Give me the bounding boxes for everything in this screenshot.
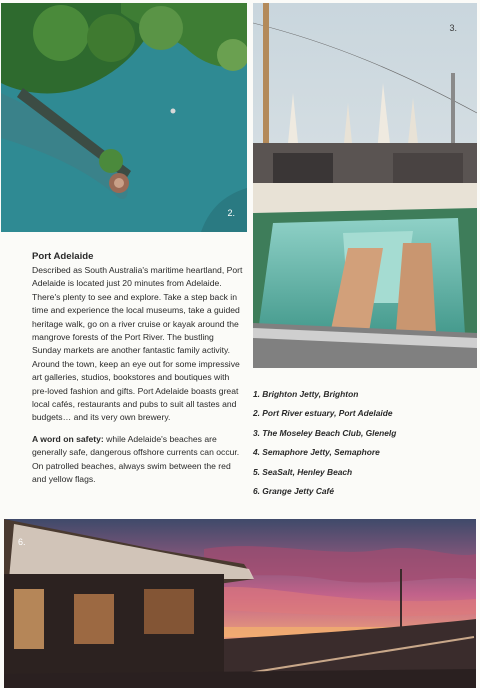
port-adelaide-article [32, 250, 244, 495]
photo-number-label: 6. [18, 537, 26, 547]
cafe-sunset-photo [4, 519, 476, 688]
estuary-photo [1, 3, 247, 232]
article-heading: Port Adelaide [32, 251, 94, 262]
photo-number-label: 2. [227, 208, 235, 218]
caption-item: 5. SeaSalt, Henley Beach [253, 466, 353, 477]
safety-note [32, 433, 244, 487]
caption-item: 4. Semaphore Jetty, Semaphore [253, 447, 380, 458]
caption-item: 6. Grange Jetty Café [253, 485, 334, 496]
safety-label: A word on safety: [32, 433, 104, 444]
cafe-sunset-photo-image [4, 519, 476, 688]
caption-item: 3. The Moseley Beach Club, Glenelg [253, 427, 397, 438]
safety-text: while Adelaide's beaches are generally safe, dangerous offshore currents can occur. On patrolled beaches, always swim between the red and yellow flags. [32, 433, 240, 485]
estuary-photo-image [1, 3, 247, 232]
photo-captions-list [253, 388, 473, 504]
beach-club-photo-image [253, 3, 477, 368]
article-body: Described as South Australia's maritime heartland, Port Adelaide is located just 20 minutes from Adelaide. There's plenty to see and explore. Take a step back in time and experience the local museums, take a guided heritage walk, go on a river cruise or kayak around the mangrove forests of the Port River. The bustling Sunday markets are another fantastic family activity. Around the town, keep an eye out for some impressive art galleries, studios, bookstores and boutiques with pre-loved fashion and gifts. Port Adelaide boasts great local cafés, restaurants and pubs to suit all tastes and budgets… and its very own brewery. [32, 265, 243, 423]
beach-club-photo [253, 3, 477, 368]
caption-item: 2. Port River estuary, Port Adelaide [253, 408, 393, 419]
caption-item: 1. Brighton Jetty, Brighton [253, 389, 359, 399]
photo-number-label: 3. [449, 23, 457, 33]
